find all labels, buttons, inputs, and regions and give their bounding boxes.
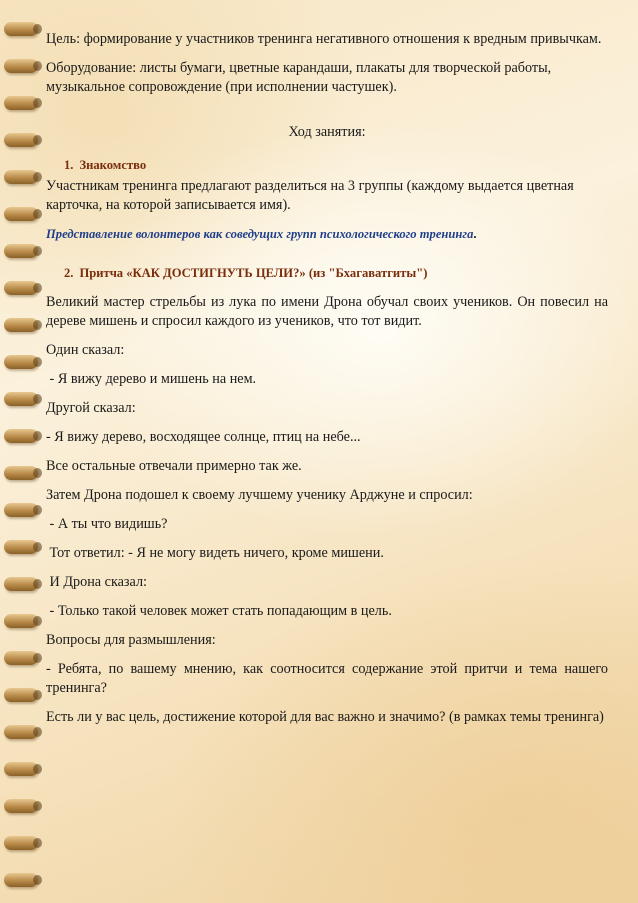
binder-ring-icon	[4, 59, 38, 73]
notebook-spine-rings	[0, 0, 46, 903]
parable-line: Другой сказал:	[46, 400, 136, 416]
binder-ring-icon	[4, 207, 38, 221]
parable-line: Все остальные отвечали примерно так же.	[46, 458, 302, 474]
binder-ring-icon	[4, 503, 38, 517]
binder-ring-icon	[4, 651, 38, 665]
binder-ring-icon	[4, 170, 38, 184]
binder-ring-icon	[4, 873, 38, 887]
binder-ring-icon	[4, 466, 38, 480]
section-1-number: 1.	[64, 158, 74, 172]
section-1-heading	[46, 156, 608, 175]
section-2-title: Притча «КАК ДОСТИГНУТЬ ЦЕЛИ?» (из "Бхагаватгиты")	[79, 266, 428, 280]
section-2-number: 2.	[64, 266, 74, 280]
binder-ring-icon	[4, 133, 38, 147]
binder-ring-icon	[4, 836, 38, 850]
volunteers-note: Представление волонтеров как соведущих групп психологического тренинга.	[46, 227, 477, 241]
document-content	[46, 30, 608, 737]
goal-paragraph: Цель: формирование у участников тренинга негативного отношения к вредным привычкам.	[46, 31, 602, 47]
binder-ring-icon	[4, 614, 38, 628]
binder-ring-icon	[4, 96, 38, 110]
question-2: Есть ли у вас цель, достижение которой для вас важно и значимо? (в рамках темы тренинга)	[46, 709, 604, 725]
binder-ring-icon	[4, 577, 38, 591]
binder-ring-icon	[4, 799, 38, 813]
binder-ring-icon	[4, 22, 38, 36]
section-1-text: Участникам тренинга предлагают разделиться на 3 группы (каждому выдается цветная карточка, на которой записывается имя).	[46, 178, 574, 213]
parable-line: - А ты что видишь?	[46, 516, 168, 532]
binder-ring-icon	[4, 318, 38, 332]
binder-ring-icon	[4, 244, 38, 258]
parable-line: Тот ответил: - Я не могу видеть ничего, кроме мишени.	[46, 545, 384, 561]
equipment-paragraph: Оборудование: листы бумаги, цветные карандаши, плакаты для творческой работы, музыкальное сопровождение (при исполнении частушек).	[46, 60, 552, 95]
parable-line: - Я вижу дерево, восходящее солнце, птиц на небе...	[46, 429, 361, 445]
binder-ring-icon	[4, 392, 38, 406]
questions-heading: Вопросы для размышления:	[46, 632, 216, 648]
binder-ring-icon	[4, 429, 38, 443]
parable-line: Затем Дрона подошел к своему лучшему ученику Арджуне и спросил:	[46, 487, 473, 503]
parable-line: И Дрона сказал:	[46, 574, 147, 590]
binder-ring-icon	[4, 540, 38, 554]
parable-line: Один сказал:	[46, 342, 125, 358]
question-1: - Ребята, по вашему мнению, как соотносится содержание этой притчи и тема нашего тренинга?	[46, 661, 608, 696]
course-title: Ход занятия:	[288, 124, 366, 140]
parable-paragraph: Великий мастер стрельбы из лука по имени Дрона обучал своих учеников. Он повесил на дереве мишень и спросил каждого из учеников, что тот видит.	[46, 294, 608, 329]
parable-line: - Только такой человек может стать попадающим в цель.	[46, 603, 392, 619]
section-1-title: Знакомство	[79, 158, 147, 172]
binder-ring-icon	[4, 281, 38, 295]
section-2-heading	[46, 264, 608, 283]
parable-line: - Я вижу дерево и мишень на нем.	[46, 371, 257, 387]
binder-ring-icon	[4, 762, 38, 776]
binder-ring-icon	[4, 688, 38, 702]
binder-ring-icon	[4, 725, 38, 739]
binder-ring-icon	[4, 355, 38, 369]
